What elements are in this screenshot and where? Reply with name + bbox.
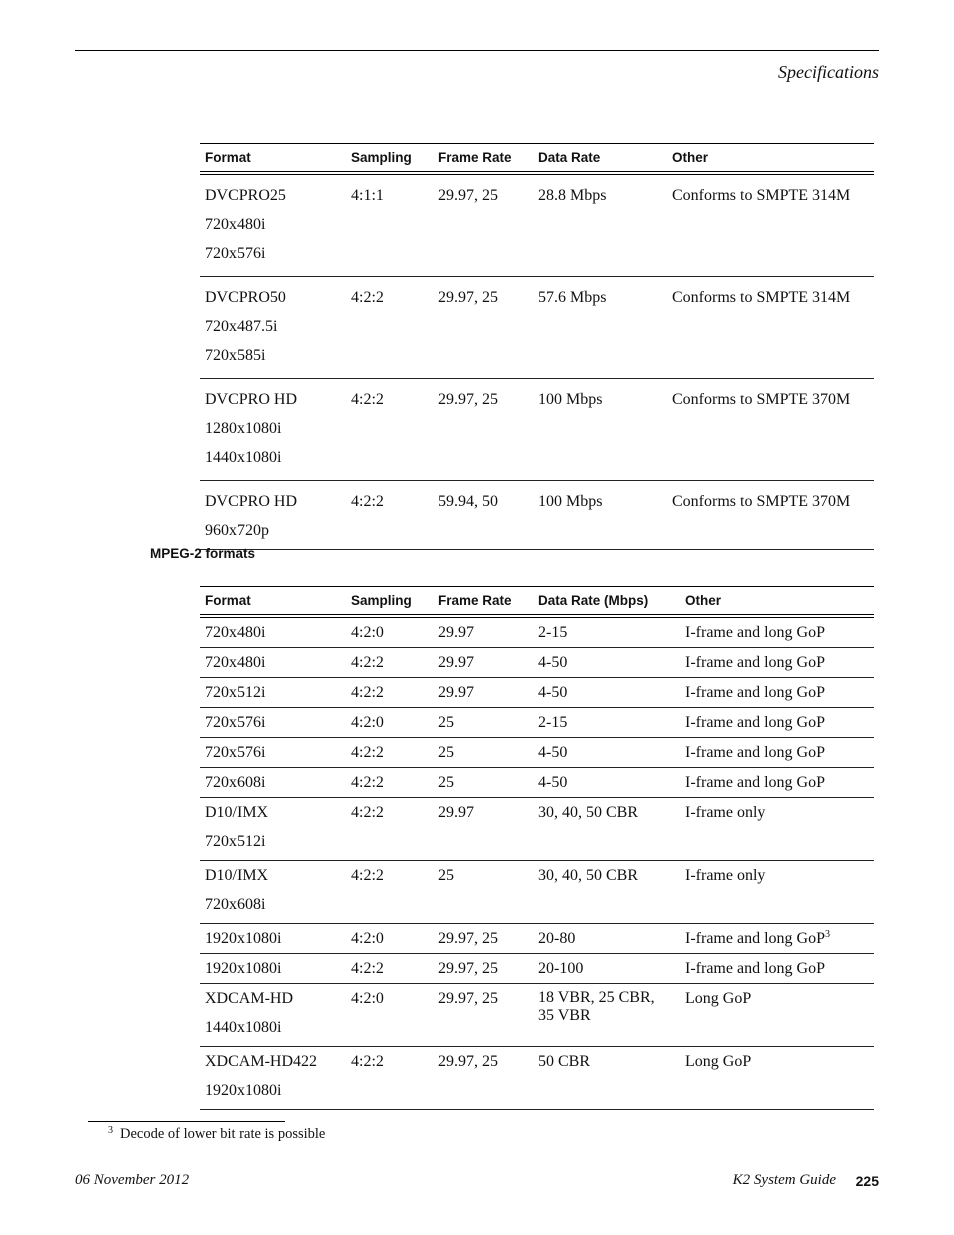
frame-rate-cell: 29.97, 25 bbox=[438, 930, 498, 947]
footer-guide-title: K2 System Guide bbox=[732, 1172, 836, 1188]
format-cell: 720x576i bbox=[205, 714, 266, 731]
header-rule bbox=[75, 50, 879, 51]
column-header: Other bbox=[685, 593, 722, 608]
other-cell: Conforms to SMPTE 314M bbox=[672, 289, 851, 306]
format-cell: XDCAM-HD 1440x1080i bbox=[205, 990, 293, 1036]
format-cell: 1920x1080i bbox=[205, 960, 282, 977]
other-cell: Long GoP bbox=[685, 1053, 752, 1070]
table-row bbox=[200, 861, 874, 924]
data-rate-cell: 20-80 bbox=[538, 930, 576, 947]
sampling-cell: 4:2:2 bbox=[351, 391, 384, 408]
page-section-title: Specifications bbox=[778, 62, 879, 82]
format-cell: 720x512i bbox=[205, 684, 266, 701]
frame-rate-cell: 25 bbox=[438, 744, 454, 761]
column-header: Data Rate (Mbps) bbox=[538, 593, 649, 608]
table-row bbox=[200, 954, 874, 984]
format-cell: D10/IMX 720x512i bbox=[205, 804, 269, 850]
footer-date: 06 November 2012 bbox=[75, 1172, 190, 1188]
format-cell: 720x576i bbox=[205, 744, 266, 761]
footnote-text: Decode of lower bit rate is possible bbox=[120, 1126, 326, 1142]
sampling-cell: 4:2:2 bbox=[351, 1053, 384, 1070]
data-rate-cell: 28.8 Mbps bbox=[538, 187, 607, 204]
table-header-row bbox=[200, 144, 874, 172]
table-row bbox=[200, 648, 874, 678]
data-rate-cell: 18 VBR, 25 CBR, 35 VBR bbox=[538, 989, 655, 1024]
table-row bbox=[200, 618, 874, 648]
other-cell: Conforms to SMPTE 370M bbox=[672, 391, 851, 408]
footnote-mark: 3 bbox=[108, 1125, 113, 1136]
sampling-cell: 4:2:2 bbox=[351, 774, 384, 791]
other-cell: I-frame and long GoP bbox=[685, 624, 825, 641]
format-cell: DVCPRO HD 960x720p bbox=[205, 493, 298, 539]
other-cell: Conforms to SMPTE 370M bbox=[672, 493, 851, 510]
frame-rate-cell: 29.97, 25 bbox=[438, 990, 498, 1007]
data-rate-cell: 50 CBR bbox=[538, 1053, 591, 1070]
frame-rate-cell: 29.97 bbox=[438, 654, 474, 671]
table-row bbox=[200, 379, 874, 481]
table-header-row bbox=[200, 587, 874, 615]
data-rate-cell: 2-15 bbox=[538, 624, 568, 641]
sampling-cell: 4:2:2 bbox=[351, 684, 384, 701]
data-rate-cell: 4-50 bbox=[538, 654, 568, 671]
format-cell: DVCPRO50 720x487.5i 720x585i bbox=[205, 289, 286, 364]
table-row bbox=[200, 924, 874, 954]
format-cell: 720x480i bbox=[205, 624, 266, 641]
sampling-cell: 4:2:2 bbox=[351, 289, 384, 306]
footnote-ref: 3 bbox=[824, 929, 830, 940]
sampling-cell: 4:2:2 bbox=[351, 804, 384, 821]
data-rate-cell: 30, 40, 50 CBR bbox=[538, 867, 639, 884]
footnote-rule bbox=[88, 1121, 285, 1122]
frame-rate-cell: 25 bbox=[438, 867, 454, 884]
other-cell: I-frame only bbox=[685, 804, 766, 821]
table-row bbox=[200, 277, 874, 379]
sampling-cell: 4:2:2 bbox=[351, 654, 384, 671]
sampling-cell: 4:2:2 bbox=[351, 744, 384, 761]
frame-rate-cell: 29.97 bbox=[438, 624, 474, 641]
column-header: Format bbox=[205, 593, 251, 608]
other-cell: I-frame and long GoP bbox=[685, 714, 825, 731]
frame-rate-cell: 25 bbox=[438, 714, 454, 731]
sampling-cell: 4:2:2 bbox=[351, 493, 384, 510]
mpeg2-formats-table bbox=[200, 586, 874, 1110]
data-rate-cell: 57.6 Mbps bbox=[538, 289, 607, 306]
other-cell: I-frame and long GoP$^3$ bbox=[685, 929, 830, 947]
sampling-cell: 4:2:2 bbox=[351, 960, 384, 977]
column-header: Frame Rate bbox=[438, 593, 512, 608]
other-cell: I-frame and long GoP bbox=[685, 744, 825, 761]
data-rate-cell: 100 Mbps bbox=[538, 391, 603, 408]
column-header: Frame Rate bbox=[438, 150, 512, 165]
other-cell: Long GoP bbox=[685, 990, 752, 1007]
other-cell: I-frame and long GoP bbox=[685, 684, 825, 701]
other-cell: I-frame and long GoP bbox=[685, 774, 825, 791]
format-cell: 1920x1080i bbox=[205, 930, 282, 947]
data-rate-cell: 2-15 bbox=[538, 714, 568, 731]
sampling-cell: 4:2:0 bbox=[351, 990, 384, 1007]
frame-rate-cell: 25 bbox=[438, 774, 454, 791]
format-cell: D10/IMX 720x608i bbox=[205, 867, 269, 913]
table-row bbox=[200, 798, 874, 861]
page-number: 225 bbox=[855, 1173, 879, 1189]
table-row bbox=[200, 768, 874, 798]
data-rate-cell: 20-100 bbox=[538, 960, 584, 977]
table-row bbox=[200, 738, 874, 768]
other-cell: I-frame and long GoP bbox=[685, 654, 825, 671]
sampling-cell: 4:2:0 bbox=[351, 714, 384, 731]
table-row bbox=[200, 1047, 874, 1110]
data-rate-cell: 30, 40, 50 CBR bbox=[538, 804, 639, 821]
table-row bbox=[200, 175, 874, 277]
format-cell: 720x608i bbox=[205, 774, 266, 791]
section-heading: MPEG-2 formats bbox=[150, 546, 256, 561]
frame-rate-cell: 29.97 bbox=[438, 684, 474, 701]
footnote bbox=[108, 1125, 325, 1143]
format-cell: XDCAM-HD422 1920x1080i bbox=[205, 1053, 317, 1099]
data-rate-cell: 100 Mbps bbox=[538, 493, 603, 510]
format-cell: 720x480i bbox=[205, 654, 266, 671]
format-cell: DVCPRO HD 1280x1080i 1440x1080i bbox=[205, 391, 298, 466]
table-row bbox=[200, 481, 874, 550]
sampling-cell: 4:2:0 bbox=[351, 624, 384, 641]
data-rate-cell: 4-50 bbox=[538, 774, 568, 791]
data-rate-cell: 4-50 bbox=[538, 684, 568, 701]
sampling-cell: 4:1:1 bbox=[351, 187, 384, 204]
frame-rate-cell: 29.97, 25 bbox=[438, 289, 498, 306]
frame-rate-cell: 29.97 bbox=[438, 804, 474, 821]
other-cell: Conforms to SMPTE 314M bbox=[672, 187, 851, 204]
table-row bbox=[200, 984, 874, 1047]
dvcpro-formats-table bbox=[200, 143, 874, 550]
other-cell: I-frame and long GoP bbox=[685, 960, 825, 977]
frame-rate-cell: 29.97, 25 bbox=[438, 1053, 498, 1070]
table-row bbox=[200, 708, 874, 738]
format-cell: DVCPRO25 720x480i 720x576i bbox=[205, 187, 286, 262]
column-header: Data Rate bbox=[538, 150, 601, 165]
column-header: Sampling bbox=[351, 150, 412, 165]
frame-rate-cell: 29.97, 25 bbox=[438, 187, 498, 204]
other-cell: I-frame only bbox=[685, 867, 766, 884]
frame-rate-cell: 29.97, 25 bbox=[438, 391, 498, 408]
sampling-cell: 4:2:2 bbox=[351, 867, 384, 884]
data-rate-cell: 4-50 bbox=[538, 744, 568, 761]
column-header: Other bbox=[672, 150, 709, 165]
sampling-cell: 4:2:0 bbox=[351, 930, 384, 947]
table-row bbox=[200, 678, 874, 708]
frame-rate-cell: 29.97, 25 bbox=[438, 960, 498, 977]
frame-rate-cell: 59.94, 50 bbox=[438, 493, 498, 510]
column-header: Sampling bbox=[351, 593, 412, 608]
column-header: Format bbox=[205, 150, 251, 165]
